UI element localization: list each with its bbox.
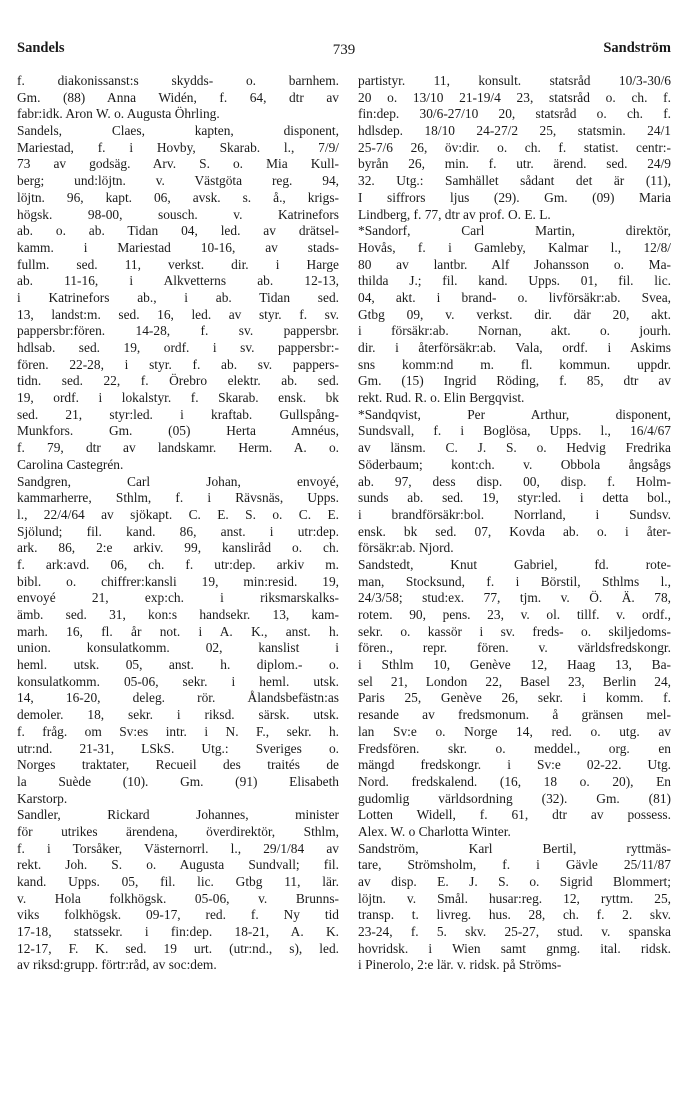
text-line: 80 av lantbr. Alf Johansson o. Ma- xyxy=(358,256,671,272)
text-line: fören. 22-28, i styr. f. ab. sv. pappers- xyxy=(17,356,339,372)
right-column xyxy=(358,73,671,974)
text-line: av riksd:grupp. förtr:råd, av soc:dem. xyxy=(17,957,217,973)
text-line: i Sthlm 10, Genève 12, Haag 13, Ba- xyxy=(358,657,671,673)
text-line: Lindberg, f. 77, dtr av prof. O. E. L. xyxy=(358,206,551,222)
text-line: löjtn. 96, kapt. 06, avsk. s. å., krigs- xyxy=(17,189,339,205)
text-line: 25-7/6 26, öv:dir. o. ch. f. statist. centr:- xyxy=(358,139,671,155)
text-line: hovridsk. i Wien samt gnmg. ital. ridsk. xyxy=(358,940,671,956)
text-line: lan Sv:e o. Norge 14, red. o. utg. av xyxy=(358,723,671,739)
left-column xyxy=(17,73,339,974)
text-line: ab. 97, dess disp. 00, disp. f. Holm- xyxy=(358,473,671,489)
text-line: Nord. fredskalend. (16, 18 o. 20), En xyxy=(358,773,671,789)
text-line: partistyr. 11, konsult. statsråd 10/3-30/6 xyxy=(358,73,671,88)
text-line: f. diakonissanst:s skydds- o. barnhem. xyxy=(17,73,339,88)
text-line: man, Stocksund, f. i Börstil, Sthlms l., xyxy=(358,573,671,589)
text-line: marh. 16, fl. år not. i A. K., anst. h. xyxy=(17,623,339,639)
text-line: 73 av godsäg. Arv. S. o. Mia Kull- xyxy=(17,156,339,172)
text-line: 12-17, F. K. sed. 19 urt. (utr:nd., s), led. xyxy=(17,940,339,956)
text-line: Sandler, Rickard Johannes, minister xyxy=(17,807,339,823)
text-line: pappersbr:fören. 14-28, f. sv. pappersbr. xyxy=(17,323,339,339)
text-line: i försäkr:ab. Nornan, akt. o. jourh. xyxy=(358,323,671,339)
text-line: ab. o. ab. Tidan 04, led. av drätsel- xyxy=(17,223,339,239)
text-line: ab. 11-16, i Alkvetterns ab. 12-13, xyxy=(17,273,339,289)
text-line: f. ark:avd. 06, ch. f. utr:dep. arkiv m. xyxy=(17,556,339,572)
text-line: demoler. 18, sekr. i riksd. särsk. utsk. xyxy=(17,707,339,723)
text-line: Sandstedt, Knut Gabriel, fd. rote- xyxy=(358,556,671,572)
text-line: Munkfors. Gm. (05) Herta Amnéus, xyxy=(17,423,339,439)
text-line: fabr:idk. Aron W. o. Augusta Öhrling. xyxy=(17,106,220,122)
text-line: *Sandqvist, Per Arthur, disponent, xyxy=(358,406,671,422)
text-line: union. konsulatkomm. 02, kanslist i xyxy=(17,640,339,656)
text-line: kand. Upps. 05, fil. lic. Gtbg 11, lär. xyxy=(17,874,339,889)
text-line: ensk. bk sed. 07, Kovda ab. o. i åter- xyxy=(358,523,671,539)
text-line: rekt. Rud. R. o. Elin Bergqvist. xyxy=(358,390,525,406)
text-line: la Suède (10). Gm. (91) Elisabeth xyxy=(17,773,339,789)
text-line: Fredsfören. skr. o. meddel., org. en xyxy=(358,740,671,756)
text-line: transp. t. livreg. hus. 28, ch. f. 2. skv. xyxy=(358,907,671,923)
text-line: Norges traktater, Recueil des traités de xyxy=(17,757,339,773)
text-line: högsk. 98-00, sousch. v. Katrinefors xyxy=(17,206,339,222)
text-line: sns komm:nd m. fl. kommun. uppdr. xyxy=(358,356,671,372)
text-line: ark. 86, 2:e arkiv. 99, kanslіråd o. ch. xyxy=(17,540,339,556)
text-line: i Pinerolo, 2:e lär. v. ridsk. på Ströms- xyxy=(358,957,562,973)
text-line: Gm. (15) Ingrid Röding, f. 85, dtr av xyxy=(358,373,671,389)
text-line: resande av fredsmonum. å gränsen mel- xyxy=(358,707,671,723)
text-line: 14, 16-20, deleg. rör. Ålandsbefästn:as xyxy=(17,690,339,706)
text-line: av disp. E. J. S. o. Sigrid Blommert; xyxy=(358,874,671,889)
text-line: I siffrors ljus (29). Gm. (09) Maria xyxy=(358,189,671,205)
text-line: Gtbg 09, v. verkst. dir. där 20, akt. xyxy=(358,306,671,322)
text-line: hdlsab. sed. 19, ordf. i sv. pappersbr:- xyxy=(17,340,339,355)
text-line: tidn. sed. 22, f. Örebro elektr. ab. sed. xyxy=(17,373,339,389)
text-line: heml. utsk. 05, anst. h. diplom.- o. xyxy=(17,657,339,673)
text-line: Gm. (88) Anna Widén, f. 64, dtr av xyxy=(17,89,339,105)
text-line: byrån 26, min. f. utr. ärend. sed. 24/9 xyxy=(358,156,671,172)
text-line: v. Hola folkhögsk. 05-06, v. Brunns- xyxy=(17,890,339,906)
text-line: 24/3/58; stud:ex. 77, tjm. v. Ö. Ä. 78, xyxy=(358,590,671,606)
text-line: Alex. W. o Charlotta Winter. xyxy=(358,823,511,839)
text-line: Sundsvall, f. i Boglösa, Upps. l., 16/4/67 xyxy=(358,423,671,439)
text-line: rotem. 90, pens. 23, v. ol. tillf. v. ordf., xyxy=(358,607,671,622)
text-line: för utrikes ärendena, överdirektör, Sthlm, xyxy=(17,823,339,839)
text-line: sel 21, London 22, Basel 23, Berlin 24, xyxy=(358,673,671,689)
text-line: av länsm. C. J. S. o. Hedvig Fredrika xyxy=(358,440,671,456)
text-line: sunds ab. sed. 19, styr:led. i detta bol., xyxy=(358,490,671,506)
text-line: fin:dep. 30/6-27/10 20, statsråd o. ch. f. xyxy=(358,106,671,122)
text-line: ämb. sed. 31, kon:s handsekr. 13, kam- xyxy=(17,607,339,622)
text-line: Söderbaum; kont:ch. v. Obbola ångsågs xyxy=(358,456,671,472)
text-line: 17-18, statssekr. i fin:dep. 18-21, A. K. xyxy=(17,924,339,940)
text-line: Paris 25, Genève 26, sekr. i komm. f. xyxy=(358,690,671,706)
text-line: thilda J.; fil. kand. Upps. 01, fil. lic. xyxy=(358,273,671,289)
text-line: *Sandorf, Carl Martin, direktör, xyxy=(358,223,671,239)
text-line: l., 22/4/64 av sjökapt. C. E. S. o. C. E. xyxy=(17,506,339,522)
page-number: 739 xyxy=(332,42,356,58)
text-line: Mariestad, f. i Hovby, Skarab. l., 7/9/ xyxy=(17,139,339,155)
text-line: Sandgren, Carl Johan, envoyé, xyxy=(17,473,339,489)
text-line: Sjölund; fil. kand. 86, anst. i utr:dep. xyxy=(17,523,339,539)
text-line: 20 o. 13/10 21-19/4 23, statsråd o. ch. f. xyxy=(358,89,671,105)
text-line: 13, landst:m. sed. 16, led. av styr. f. sv. xyxy=(17,306,339,322)
text-line: f. 79, dtr av landskamr. Herm. A. o. xyxy=(17,440,339,456)
text-line: konsulatkomm. 05-06, sekr. i heml. utsk. xyxy=(17,673,339,689)
text-line: f. fråg. om Sv:es intr. i N. F., sekr. h. xyxy=(17,723,339,739)
text-line: i brandförsäkr:bol. Norrland, i Sundsv. xyxy=(358,506,671,522)
text-line: tare, Strömsholm, f. i Gävle 25/11/87 xyxy=(358,857,671,873)
text-line: 19, ordf. i lokalstyr. f. Skarab. ensk. bk xyxy=(17,390,339,406)
text-line: Sandels, Claes, kapten, disponent, xyxy=(17,123,339,139)
text-line: Lotten Widell, f. 61, dtr av possess. xyxy=(358,807,671,823)
text-line: berg; und:löjtn. v. Västgöta reg. 94, xyxy=(17,173,339,189)
text-line: 32. Utg.: Samhället sådant det är (11), xyxy=(358,173,671,189)
text-line: sekr. o. kassör i sv. freds- o. skiljedoms- xyxy=(358,623,671,639)
text-line: gudomlig världsordning (32). Gm. (81) xyxy=(358,790,671,806)
text-line: sed. 21, styr:led. i kraftab. Gullspång- xyxy=(17,406,339,422)
text-line: löjtn. v. Smål. husar:reg. 12, ryttm. 25, xyxy=(358,890,671,906)
text-line: envoyé 21, exp:ch. i riksmarskalks- xyxy=(17,590,339,606)
text-line: rekt. Joh. S. o. Augusta Sundvall; fil. xyxy=(17,857,339,873)
running-head-left: Sandels xyxy=(17,40,65,56)
text-line: kamm. i Mariestad 10-16, av stads- xyxy=(17,239,339,255)
text-line: fullm. sed. 11, verkst. dir. i Harge xyxy=(17,256,339,272)
text-line: Carolina Castegrén. xyxy=(17,456,124,472)
text-line: kammarherre, Sthlm, f. i Rävsnäs, Upps. xyxy=(17,490,339,506)
text-line: Karstorp. xyxy=(17,790,68,806)
text-line: i Katrinefors ab., i ab. Tidan sed. xyxy=(17,289,339,305)
text-line: försäkr:ab. Njord. xyxy=(358,540,454,556)
text-line: mängd fredskongr. i Sv:e 02-22. Utg. xyxy=(358,757,671,773)
text-line: Sandström, Karl Bertil, ryttmäs- xyxy=(358,840,671,856)
text-line: fören., repr. fören. v. världsfredskongr. xyxy=(358,640,671,656)
text-line: viks folkhögsk. 09-17, red. f. Ny tid xyxy=(17,907,339,923)
text-line: bibl. o. chiffrer:kansli 19, min:resid. 19, xyxy=(17,573,339,589)
text-line: hdlsdep. 18/10 24-27/2 25, statsmin. 24/1 xyxy=(358,123,671,139)
text-line: 04, akt. i brand- o. livförsäkr:ab. Svea, xyxy=(358,289,671,305)
text-line: utr:nd. 21-31, LSkS. Utg.: Sveriges o. xyxy=(17,740,339,756)
text-line: f. i Torsåker, Västernorrl. l., 29/1/84 av xyxy=(17,840,339,856)
running-head-right: Sandström xyxy=(603,40,671,56)
text-line: dir. i återförsäkr:ab. Vala, ordf. i Askims xyxy=(358,340,671,355)
text-line: 23-24, f. 5. skv. 25-27, stud. v. spanska xyxy=(358,924,671,940)
text-line: Hovås, f. i Gamleby, Kalmar l., 12/8/ xyxy=(358,239,671,255)
